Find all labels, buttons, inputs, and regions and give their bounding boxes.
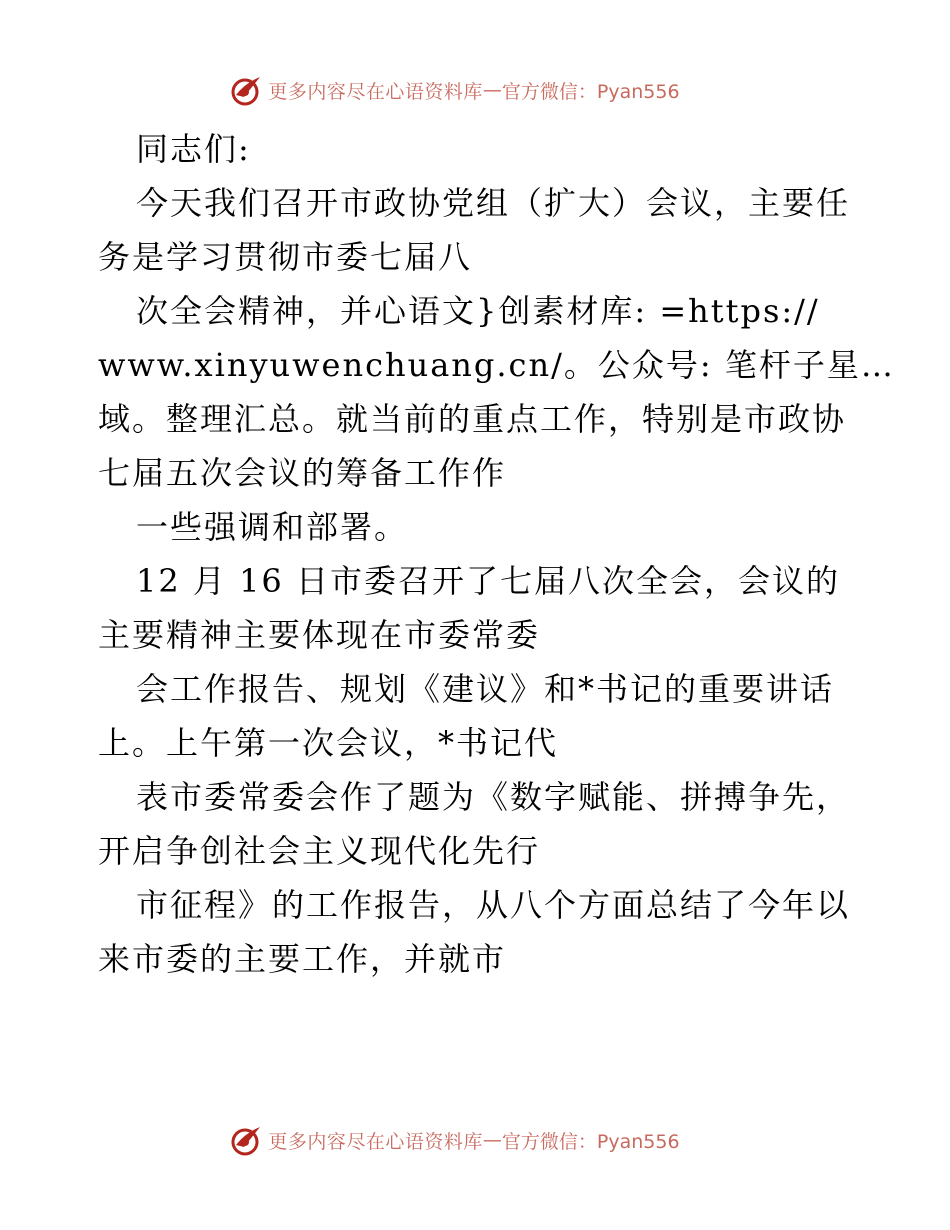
body-line: 务是学习贯彻市委七届八 [98,238,473,276]
body-line: 开启争创社会主义现代化先行 [98,832,541,870]
body-line: 今天我们召开市政协党组（扩大）会议，主要任 [136,184,851,222]
footer-banner [0,1120,950,1160]
body-line: 市征程》的工作报告，从八个方面总结了今年以 [136,886,851,924]
header-wechat-text: 官方微信：Pyan556 [501,80,680,103]
body-line: 一些强调和部署。 [136,508,409,546]
body-line: 来市委的主要工作，并就市 [98,940,507,978]
document-body [98,122,895,986]
header-separator: — [482,79,502,101]
brush-logo-icon [230,1123,264,1157]
body-line: 上。上午第一次会议，*书记代 [98,724,559,762]
footer-wechat-text: 官方微信：Pyan556 [501,1130,680,1153]
body-line: 同志们: [136,130,251,168]
brush-logo-icon [230,73,264,107]
body-line: 12 月 16 日市委召开了七届八次全会，会议的 [136,562,840,600]
body-line: www.xinyuwenchuang.cn/。公众号: 笔杆子星… [98,346,895,384]
body-line: 会工作报告、规划《建议》和*书记的重要讲话 [136,670,835,708]
body-line: 表市委常委会作了题为《数字赋能、拼搏争先， [136,778,851,816]
body-line: 主要精神主要体现在市委常委 [98,616,541,654]
footer-brand-text: 更多内容尽在心语资料库 [268,1130,483,1153]
body-line: 次全会精神，并心语文}创素材库: =https:// [136,292,820,330]
body-line: 七届五次会议的筹备工作作 [98,454,507,492]
footer-separator: — [482,1129,502,1151]
body-line: 域。整理汇总。就当前的重点工作，特别是市政协 [98,400,847,438]
header-brand-text: 更多内容尽在心语资料库 [268,80,483,103]
header-banner [0,70,950,110]
